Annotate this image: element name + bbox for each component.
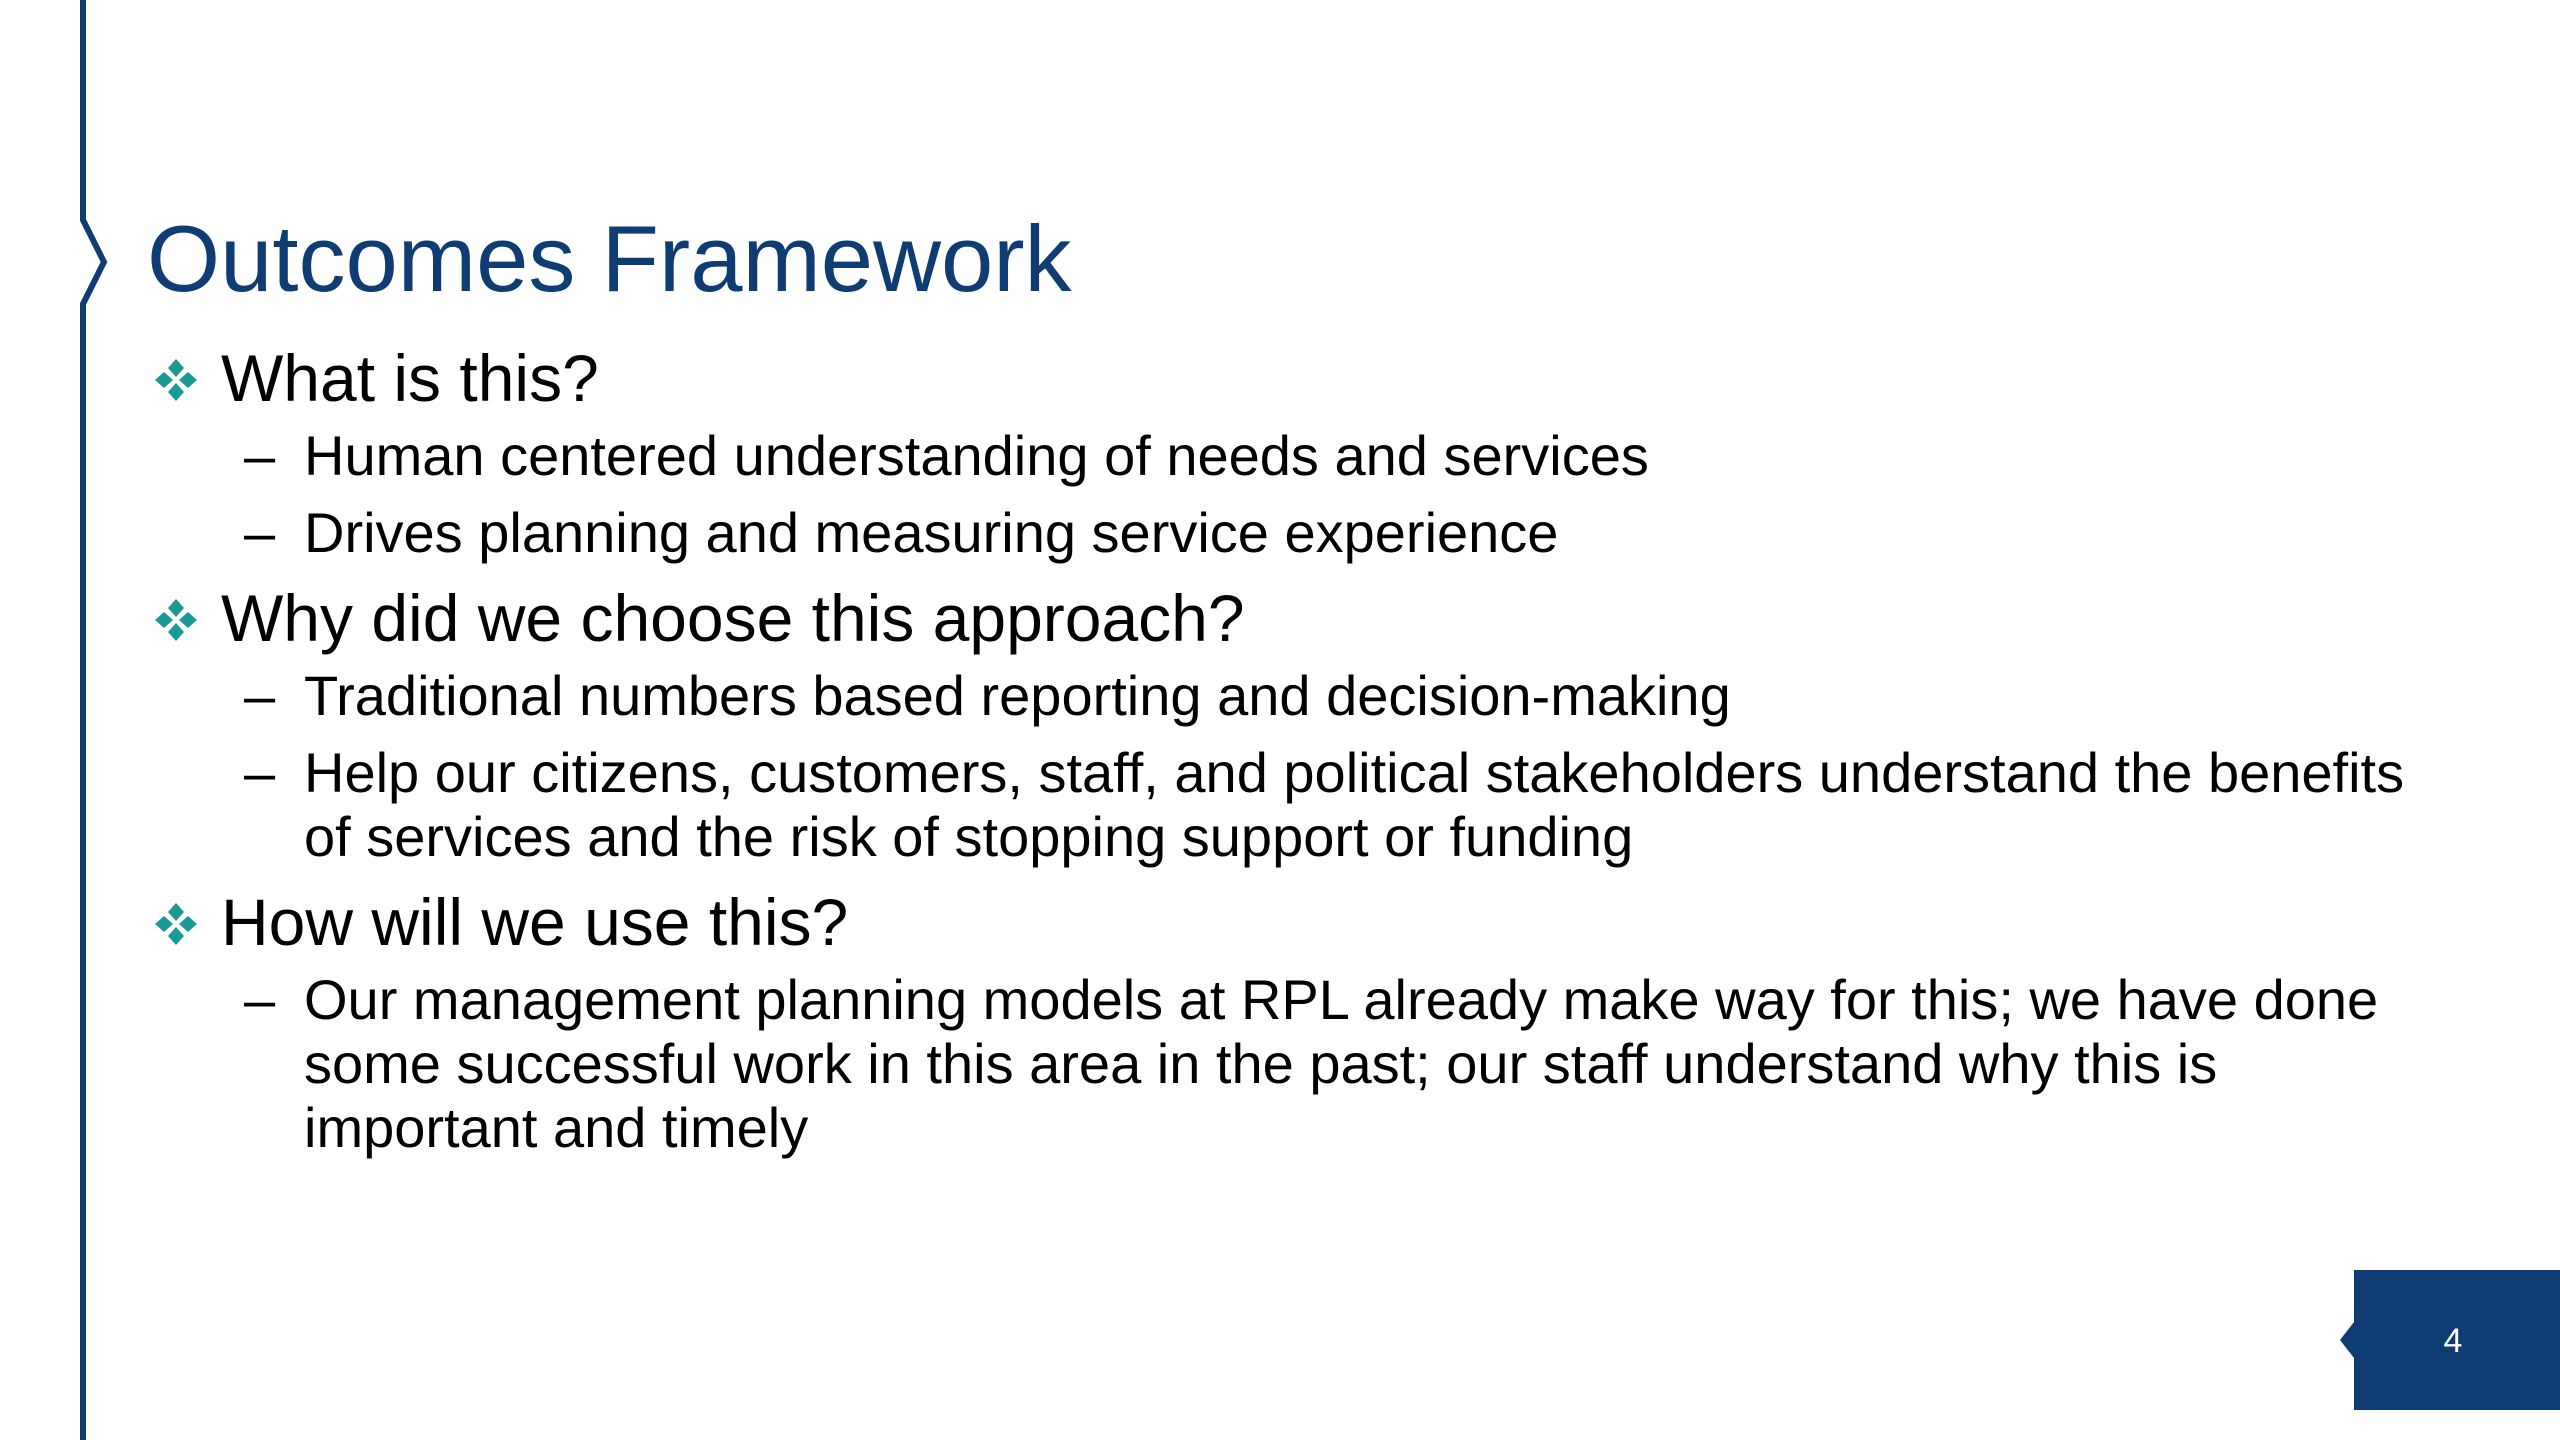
dash: – (244, 424, 276, 487)
slide-title: Outcomes Framework (147, 206, 1072, 311)
sub-text: Help our citizens, customers, staff, and political stakeholders understand the benefits of services and the risk of stopping support or funding (304, 741, 2405, 868)
sub-text: Traditional numbers based reporting and decision-making (304, 664, 1731, 727)
sub-item (244, 664, 2452, 728)
sub-item (244, 741, 2452, 869)
bullet-item (152, 578, 2452, 869)
four-diamond-icon (152, 900, 200, 948)
bullet-item (152, 338, 2452, 565)
sub-item (244, 424, 2452, 488)
sub-list (221, 664, 2452, 869)
sub-text: Our management planning models at RPL already make way for this; we have done some successful work in this area in the past; our staff understand why this is important and timely (304, 968, 2379, 1159)
dash: – (244, 741, 276, 804)
bullet-text: How will we use this? (221, 885, 849, 959)
bullet-list (152, 338, 2452, 1173)
sub-list (221, 968, 2452, 1160)
bullet-text: What is this? (221, 341, 599, 415)
sub-item (244, 968, 2452, 1160)
sub-list (221, 424, 2452, 565)
dash: – (244, 968, 276, 1031)
sub-text: Drives planning and measuring service experience (304, 501, 1559, 564)
page-number: 4 (2443, 1322, 2463, 1360)
four-diamond-icon (152, 596, 200, 644)
left-rule-chevron (0, 0, 120, 1440)
sub-item (244, 501, 2452, 565)
dash: – (244, 501, 276, 564)
dash: – (244, 664, 276, 727)
bullet-text: Why did we choose this approach? (221, 581, 1245, 655)
sub-text: Human centered understanding of needs and services (304, 424, 1649, 487)
four-diamond-icon (152, 356, 200, 404)
bullet-item (152, 882, 2452, 1160)
